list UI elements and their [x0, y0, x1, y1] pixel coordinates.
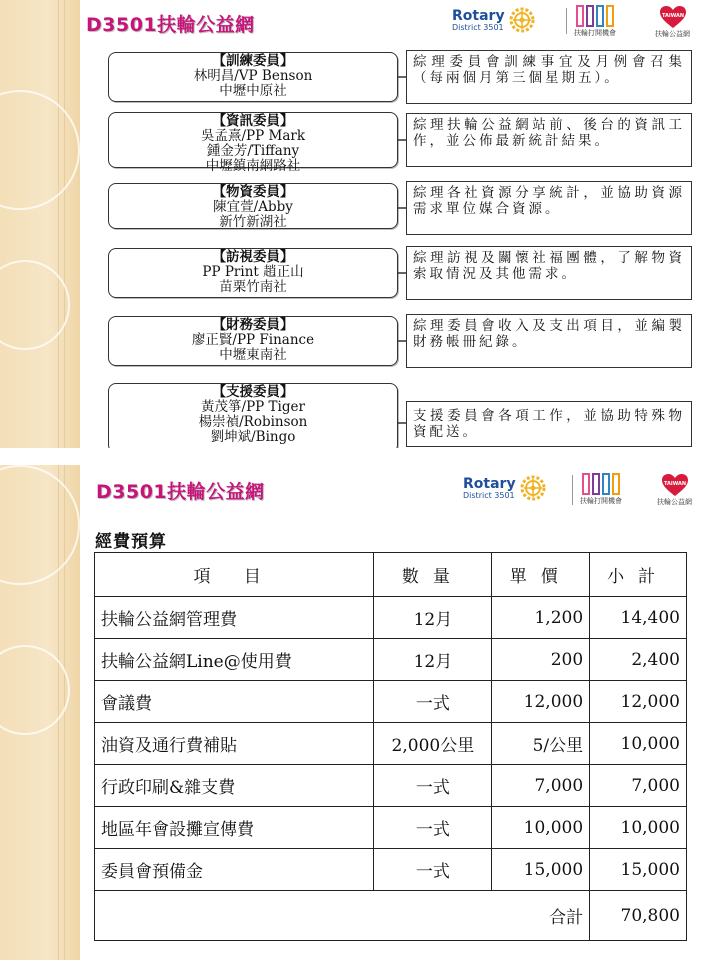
arrow-icon	[398, 206, 406, 210]
svg-text:TAIWAN: TAIWAN	[663, 481, 686, 487]
committee-role-box: 【資訊委員】 吳孟熹/PP Mark 鍾金芳/Tiffany 中壢鎮南網路社	[108, 112, 398, 168]
committee-role-box: 【財務委員】 廖正賢/PP Finance 中壢東南社	[108, 316, 398, 366]
item-cell: 會議費	[95, 681, 374, 723]
decorative-strip	[0, 0, 80, 448]
column-header: 單價	[492, 553, 590, 597]
item-cell: 油資及通行費補貼	[95, 723, 374, 765]
committee-duty: 綜理委員會收入及支出項目，並編製財務帳冊紀錄。	[406, 314, 692, 368]
table-row	[95, 765, 687, 807]
committee-duty: 綜理扶輪公益網站前、後台的資訊工作，並公佈最新統計結果。	[406, 113, 692, 167]
qty-cell: 一式	[374, 849, 492, 891]
subtotal-cell: 7,000	[590, 765, 687, 807]
rotary-district: District 3501	[463, 490, 515, 500]
taiwan-heart-logo: TAIWAN 扶輪公益網	[655, 5, 690, 39]
slide-committees	[0, 0, 720, 448]
unit-price-cell: 1,200	[492, 597, 590, 639]
rotary-district: District 3501	[452, 22, 504, 32]
committee-duty: 綜理各社資源分享統計，並協助資源需求單位媒合資源。	[406, 181, 692, 235]
table-row	[95, 807, 687, 849]
qty-cell: 12月	[374, 639, 492, 681]
total-label: 合計	[95, 891, 590, 941]
heart-icon	[659, 5, 687, 29]
slide-budget	[0, 465, 720, 960]
subtotal-cell: 14,400	[590, 597, 687, 639]
column-header: 小計	[590, 553, 687, 597]
arrow-icon	[398, 339, 406, 343]
item-cell: 扶輪公益網Line@使用費	[95, 639, 374, 681]
qty-cell: 2,000公里	[374, 723, 492, 765]
committee-role-box: 【支援委員】 黃茂箏/PP Tiger 楊崇禎/Robinson 劉坤斌/Bingo	[108, 383, 398, 448]
brand-title: D3501扶輪公益網	[96, 481, 265, 503]
committee-duty: 綜理委員會訓練事宜及月例會召集（每兩個月第三個星期五）。	[406, 50, 692, 104]
open-doors-icon	[574, 5, 616, 27]
rotary-wheel-icon	[520, 475, 546, 501]
subtotal-cell: 10,000	[590, 723, 687, 765]
table-row	[95, 723, 687, 765]
item-cell: 地區年會設攤宣傳費	[95, 807, 374, 849]
heart-icon	[661, 473, 689, 497]
committee-duty: 支援委員會各項工作，並協助特殊物資配送。	[406, 401, 692, 447]
committee-role-box: 【訪視委員】 PP Print 趙正山 苗栗竹南社	[108, 248, 398, 298]
open-opportunities-logo: 扶輪打開機會	[580, 473, 622, 506]
qty-cell: 一式	[374, 807, 492, 849]
qty-cell: 一式	[374, 681, 492, 723]
rotary-name: Rotary	[463, 475, 516, 492]
total-row	[95, 891, 687, 941]
subtotal-cell: 15,000	[590, 849, 687, 891]
unit-price-cell: 5/公里	[492, 723, 590, 765]
qty-cell: 一式	[374, 765, 492, 807]
unit-price-cell: 7,000	[492, 765, 590, 807]
unit-price-cell: 200	[492, 639, 590, 681]
arrow-icon	[398, 421, 406, 425]
item-cell: 委員會預備金	[95, 849, 374, 891]
qty-cell: 12月	[374, 597, 492, 639]
table-row	[95, 639, 687, 681]
subtotal-cell: 2,400	[590, 639, 687, 681]
rotary-wheel-icon	[509, 7, 535, 33]
column-header: 數量	[374, 553, 492, 597]
arrow-icon	[398, 75, 406, 79]
committee-role-box: 【物資委員】 陳宜萱/Abby 新竹新湖社	[108, 183, 398, 229]
subtotal-cell: 10,000	[590, 807, 687, 849]
item-cell: 行政印刷&雜支費	[95, 765, 374, 807]
unit-price-cell: 15,000	[492, 849, 590, 891]
table-row	[95, 849, 687, 891]
item-cell: 扶輪公益網管理費	[95, 597, 374, 639]
subtotal-cell: 12,000	[590, 681, 687, 723]
decorative-strip	[0, 465, 80, 960]
table-row	[95, 597, 687, 639]
total-value: 70,800	[590, 891, 687, 941]
unit-price-cell: 12,000	[492, 681, 590, 723]
committee-duty: 綜理訪視及關懷社福團體，了解物資索取情況及其他需求。	[406, 246, 692, 300]
unit-price-cell: 10,000	[492, 807, 590, 849]
brand-title: D3501扶輪公益網	[86, 14, 255, 36]
column-header: 項 目	[95, 553, 374, 597]
open-doors-icon	[580, 473, 622, 495]
arrow-icon	[398, 271, 406, 275]
rotary-logo	[452, 7, 535, 33]
table-row	[95, 681, 687, 723]
rotary-logo	[463, 475, 546, 501]
open-opportunities-logo: 扶輪打開機會	[574, 5, 616, 38]
rotary-name: Rotary	[452, 7, 505, 24]
committee-role-box: 【訓練委員】 林明昌/VP Benson 中壢中原社	[108, 52, 398, 102]
taiwan-heart-logo: TAIWAN 扶輪公益網	[657, 473, 692, 507]
budget-title: 經費預算	[95, 532, 167, 552]
svg-text:TAIWAN: TAIWAN	[661, 13, 684, 19]
budget-table	[94, 552, 687, 941]
arrow-icon	[398, 138, 406, 142]
table-header-row	[95, 553, 687, 597]
